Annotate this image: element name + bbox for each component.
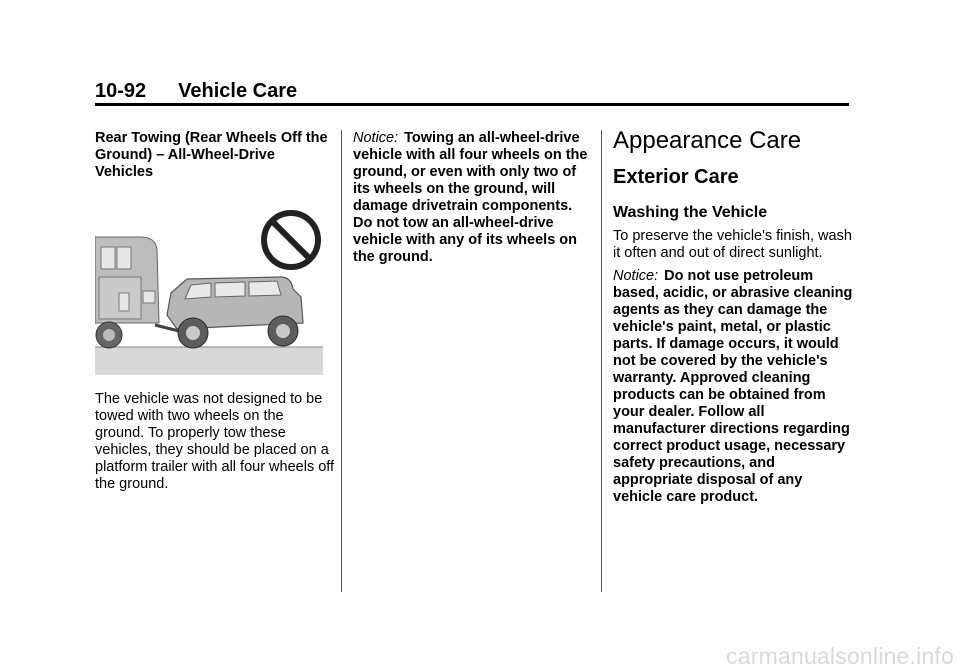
notice-label: Notice: — [353, 130, 399, 146]
watermark: carmanualsonline.info — [726, 643, 954, 669]
column-divider — [601, 130, 602, 592]
heading-washing-the-vehicle: Washing the Vehicle — [613, 204, 768, 221]
washing-notice — [613, 268, 853, 506]
towing-illustration — [95, 197, 323, 375]
towing-notice — [353, 130, 593, 266]
heading-appearance-care: Appearance Care — [613, 127, 802, 154]
page-header — [95, 80, 297, 103]
page-number: 10-92 — [95, 80, 147, 102]
notice-text: Do not use petroleum based, acidic, or abrasive cleaning agents as they can damage the vehicle's paint, metal, or plastic parts. If damage occurs, it would not be covered by the vehicle's warranty. Approved cleaning products can be obtained from your dealer. Follow all manufacturer directions regarding correct product usage, necessary safety precautions, and appropriate disposal of any vehicle care product. — [613, 268, 853, 505]
appearance-care-section — [613, 127, 853, 506]
notice-label: Notice: — [613, 268, 659, 284]
heading-exterior-care: Exterior Care — [613, 166, 739, 188]
section-title: Vehicle Care — [178, 80, 298, 102]
notice-text: Towing an all-wheel-drive vehicle with all four wheels on the ground, or even with only two of its wheels on the ground, will damage drivetrain components. Do not tow an all-wheel-drive vehicle with any of its wheels on the ground. — [353, 130, 588, 265]
column-divider — [341, 130, 342, 592]
header-rule — [95, 103, 849, 106]
washing-paragraph: To preserve the vehicle's finish, wash it often and out of direct sunlight. — [613, 228, 852, 261]
towing-paragraph: The vehicle was not designed to be towed with two wheels on the ground. To properly tow these vehicles, they should be placed on a platform trailer with all four wheels off the ground. — [95, 391, 335, 492]
towing-heading: Rear Towing (Rear Wheels Off the Ground) – All-Wheel-Drive Vehicles — [95, 130, 328, 180]
